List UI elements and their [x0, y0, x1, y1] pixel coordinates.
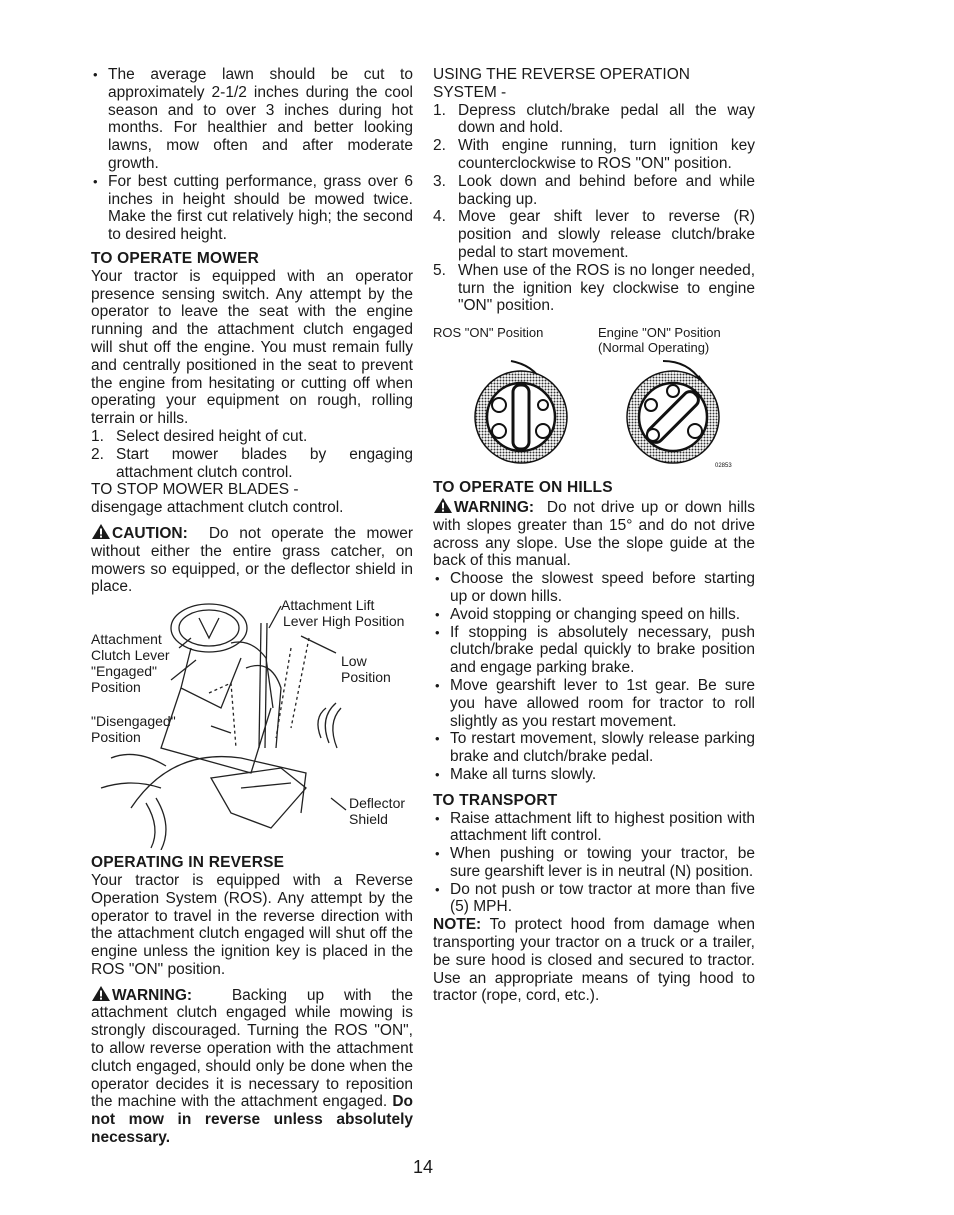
engine-switch-graphic	[627, 361, 719, 463]
clutch-label-line-3: "Engaged"	[91, 663, 157, 680]
list-item: • The average lawn should be cut to approximately 2-1/2 inches during the cool season and to over 3 inches during hot months. For healthier and better looking lawns, mow often and after moderate growth.	[91, 66, 413, 173]
step-text: When use of the ROS is no longer needed, turn the ignition key clockwise to engine "ON" position.	[458, 261, 755, 315]
low-position-label-line-2: Position	[341, 669, 391, 686]
warning-bold-text: Do not mow in reverse unless absolutely necessary.	[91, 1093, 413, 1147]
ros-heading-line-2: SYSTEM -	[433, 83, 507, 101]
intro-bullet-list	[91, 66, 413, 244]
step-text: Move gear shift lever to reverse (R) position and slowly release clutch/brake pedal to start movement.	[458, 208, 755, 261]
list-item	[433, 208, 755, 261]
step-number: 4.	[433, 208, 446, 226]
step-number: 5.	[433, 261, 446, 279]
ros-on-position-label: ROS "ON" Position	[433, 325, 544, 341]
step-text: Select desired height of cut.	[116, 427, 308, 445]
ignition-switch-illustration	[433, 355, 755, 473]
list-item: • Move gearshift lever to 1st gear. Be sure you have allowed room for tractor to roll slightly as you restart movement.	[433, 677, 755, 730]
lift-lever-label-line-1: Attachment Lift	[281, 597, 375, 614]
operate-mower-heading: TO OPERATE MOWER	[91, 249, 259, 267]
ros-heading-line-1: USING THE REVERSE OPERATION	[433, 66, 690, 83]
engine-on-position-label-line-1: Engine "ON" Position	[598, 325, 721, 341]
warning-icon	[91, 985, 111, 1002]
list-item: • If stopping is absolutely necessary, push clutch/brake pedal quickly to brake position and engage parking brake.	[433, 624, 755, 677]
operate-mower-body: Your tractor is equipped with an operator presence sensing switch. Any attempt by the operator to leave the seat with the engine running and the attachment clutch engaged will shut off the engine. You must remain fully and centrally positioned in the seat to prevent the engine from hesitating or cutting off when operating your equipment on rough, rolling terrain or hills.	[91, 267, 413, 428]
step-number: 3.	[433, 172, 446, 190]
list-item	[91, 446, 413, 482]
lift-lever-label-line-2: Lever High Position	[283, 613, 405, 630]
transport-heading: TO TRANSPORT	[433, 791, 558, 809]
left-column	[91, 66, 413, 1147]
list-item	[433, 137, 755, 173]
warning-label: WARNING:	[454, 498, 535, 516]
warning-text: Backing up with the attachment clutch engaged while mowing is strongly discouraged. Turning the ROS "ON", to allow reverse operation with the attachment clutch engaged, should only be done when the operator decides it is necessary to reposition the machine with the attachment engaged.	[91, 986, 413, 1111]
step-text: With engine running, turn ignition key counterclockwise to ROS "ON" position.	[458, 137, 755, 172]
step-number: 2.	[91, 445, 104, 463]
warning-label: WARNING:	[112, 986, 193, 1004]
ignition-key-figure	[433, 325, 755, 475]
caution-icon	[91, 523, 111, 540]
warning-icon	[433, 497, 453, 514]
caution-paragraph	[91, 523, 413, 596]
caution-label: CAUTION:	[112, 524, 188, 542]
step-text: Depress clutch/brake pedal all the way down and hold.	[458, 101, 755, 137]
hills-heading: TO OPERATE ON HILLS	[433, 479, 613, 497]
deflector-label-line-1: Deflector	[349, 795, 406, 812]
warning-text: Do not drive up or down hills with slopes greater than 15° and do not drive across any slope. Use the slope guide at the back of this manual.	[433, 498, 755, 570]
mower-lever-figure	[91, 598, 413, 850]
figure-code: 02853	[715, 463, 732, 470]
list-item	[433, 262, 755, 315]
hills-bullet-list	[433, 570, 755, 784]
stop-blades-text: disengage attachment clutch control.	[91, 499, 344, 517]
hills-warning-paragraph	[433, 497, 755, 570]
disengaged-label-line-1: "Disengaged"	[91, 713, 176, 730]
list-item: • Choose the slowest speed before starting up or down hills.	[433, 570, 755, 606]
right-column	[433, 66, 755, 1005]
low-position-label-line-1: Low	[341, 653, 367, 670]
list-item: • To restart movement, slowly release parking brake and clutch/brake pedal.	[433, 730, 755, 766]
clutch-label-line-4: Position	[91, 679, 141, 696]
step-number: 1.	[91, 427, 104, 445]
list-item: • Make all turns slowly.	[433, 766, 755, 784]
list-item: • Avoid stopping or changing speed on hills.	[433, 606, 755, 624]
stop-blades-heading: TO STOP MOWER BLADES -	[91, 481, 299, 499]
reverse-heading: OPERATING IN REVERSE	[91, 854, 285, 872]
list-item	[91, 428, 413, 446]
transport-note	[433, 916, 755, 1005]
list-item	[433, 173, 755, 209]
caution-text: Do not operate the mower without either the entire grass catcher, on mowers so equipped, or the deflector shield in place.	[91, 524, 413, 596]
step-text: Look down and behind before and while backing up.	[458, 172, 755, 208]
clutch-label-line-1: Attachment	[91, 631, 162, 648]
ros-switch-graphic	[475, 361, 567, 463]
disengaged-label-line-2: Position	[91, 729, 141, 746]
step-number: 2.	[433, 137, 446, 155]
deflector-label-line-2: Shield	[349, 811, 388, 828]
list-item: • Raise attachment lift to highest position with attachment lift control.	[433, 810, 755, 846]
note-text: To protect hood from damage when transporting your tractor on a truck or a trailer, be sure hood is closed and secured to tractor. Use an appropriate means of tying hood to tractor (rope, cord, etc.).	[433, 916, 756, 1005]
page-number: 14	[413, 1157, 434, 1177]
transport-bullet-list	[433, 810, 755, 917]
note-label: NOTE:	[433, 916, 482, 934]
step-text: Start mower blades by engaging attachment clutch control.	[116, 445, 413, 481]
step-number: 1.	[433, 101, 446, 119]
engine-on-position-label-line-2: (Normal Operating)	[598, 340, 710, 356]
list-item: • Do not push or tow tractor at more than five (5) MPH.	[433, 881, 755, 917]
operate-mower-steps	[91, 428, 413, 481]
reverse-warning-paragraph	[91, 985, 413, 1147]
reverse-body: Your tractor is equipped with a Reverse Operation System (ROS). Any attempt by the operator to travel in the reverse direction with the attachment clutch engaged will shut off the engine unless the ignition key is placed in the ROS "ON" position.	[91, 871, 413, 978]
list-item: • When pushing or towing your tractor, be sure gearshift lever is in neutral (N) position.	[433, 845, 755, 881]
list-item: • For best cutting performance, grass over 6 inches in height should be mowed twice. Make the first cut relatively high; the second to desired height.	[91, 173, 413, 244]
list-item	[433, 102, 755, 138]
ros-steps	[433, 102, 755, 316]
clutch-label-line-2: Clutch Lever	[91, 647, 170, 664]
